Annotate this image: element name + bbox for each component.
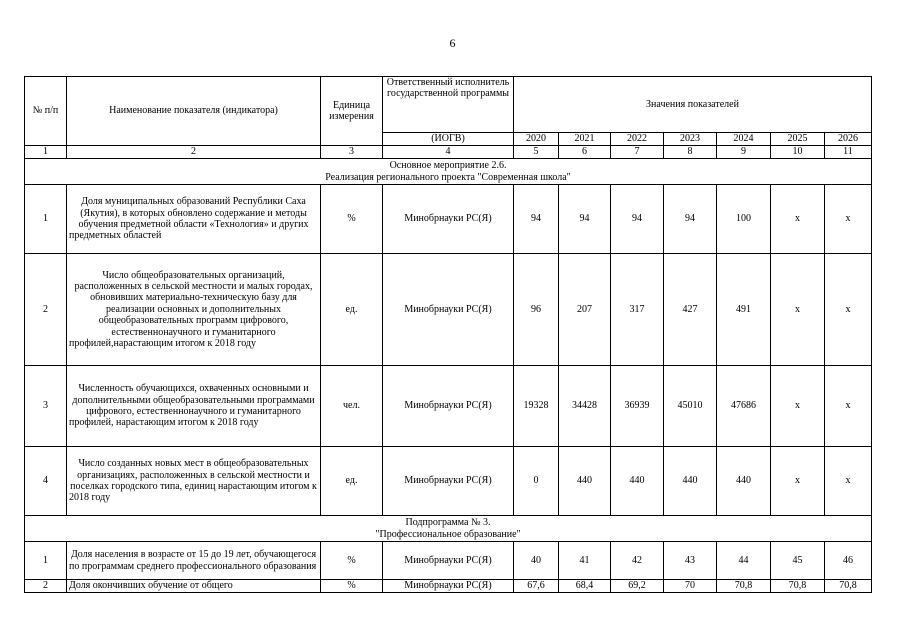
row-name: Численность обучающихся, охваченных основными и дополнительными общеобразовательными программами цифрового, естественнонаучного и гуманитарного профилей, нарастающим итогом к 2018 году bbox=[67, 366, 321, 447]
row-value: x bbox=[771, 447, 825, 516]
row-value: 440 bbox=[717, 447, 771, 516]
row-value: 427 bbox=[664, 254, 717, 366]
row-value: 70,8 bbox=[825, 580, 872, 593]
header-year: 2020 bbox=[514, 133, 559, 146]
row-value: 70,8 bbox=[717, 580, 771, 593]
row-value: 94 bbox=[611, 185, 664, 254]
row-value: 70 bbox=[664, 580, 717, 593]
header-year: 2021 bbox=[559, 133, 611, 146]
table-row bbox=[25, 254, 872, 366]
row-value: 69,2 bbox=[611, 580, 664, 593]
row-value: 45 bbox=[771, 542, 825, 580]
index-cell: 7 bbox=[611, 146, 664, 159]
section-title bbox=[25, 159, 872, 185]
header-name: Наименование показателя (индикатора) bbox=[67, 77, 321, 146]
table-row bbox=[25, 185, 872, 254]
row-value: 491 bbox=[717, 254, 771, 366]
row-unit: % bbox=[321, 542, 383, 580]
row-value: 440 bbox=[611, 447, 664, 516]
header-values: Значения показателей bbox=[514, 77, 872, 133]
row-value: 0 bbox=[514, 447, 559, 516]
row-unit: % bbox=[321, 580, 383, 593]
row-value: 40 bbox=[514, 542, 559, 580]
row-value: x bbox=[771, 185, 825, 254]
row-exec: Минобрнауки РС(Я) bbox=[383, 542, 514, 580]
index-cell: 8 bbox=[664, 146, 717, 159]
row-exec: Минобрнауки РС(Я) bbox=[383, 580, 514, 593]
row-num: 1 bbox=[25, 185, 67, 254]
row-value: 44 bbox=[717, 542, 771, 580]
row-exec: Минобрнауки РС(Я) bbox=[383, 447, 514, 516]
header-year: 2023 bbox=[664, 133, 717, 146]
section-title-line1: Подпрограмма № 3. bbox=[405, 517, 491, 529]
header-num: № п/п bbox=[25, 77, 67, 146]
row-name: Число созданных новых мест в общеобразовательных организациях, расположенных в сельской местности и поселках городского типа, единиц нарастающим итогом к 2018 году bbox=[67, 447, 321, 516]
section-title-line2: "Профессиональное образование" bbox=[375, 528, 521, 540]
row-value: 94 bbox=[559, 185, 611, 254]
row-unit: ед. bbox=[321, 254, 383, 366]
table-row bbox=[25, 447, 872, 516]
index-cell: 3 bbox=[321, 146, 383, 159]
row-value: 45010 bbox=[664, 366, 717, 447]
row-unit: % bbox=[321, 185, 383, 254]
row-value: x bbox=[825, 185, 872, 254]
row-value: 440 bbox=[664, 447, 717, 516]
row-unit: чел. bbox=[321, 366, 383, 447]
row-value: 41 bbox=[559, 542, 611, 580]
row-value: 46 bbox=[825, 542, 872, 580]
row-value: 100 bbox=[717, 185, 771, 254]
row-name: Доля населения в возрасте от 15 до 19 лет, обучающегося по программам среднего профессионального образования bbox=[67, 542, 321, 580]
section-title-row bbox=[25, 159, 872, 185]
row-value: 68,4 bbox=[559, 580, 611, 593]
row-name: Число общеобразовательных организаций, расположенных в сельской местности и малых городах, обновивших материально-техническую базу для реализации основных и дополнительных общеобразовательных программ цифрового, естественнонаучного и гуманитарного профилей,нарастающим итогом к 2018 году bbox=[67, 254, 321, 366]
row-value: x bbox=[771, 254, 825, 366]
page-number: 6 bbox=[449, 36, 456, 50]
row-value: x bbox=[825, 447, 872, 516]
row-num: 2 bbox=[25, 254, 67, 366]
row-value: 70,8 bbox=[771, 580, 825, 593]
index-cell: 9 bbox=[717, 146, 771, 159]
row-value: x bbox=[825, 254, 872, 366]
row-value: 42 bbox=[611, 542, 664, 580]
index-cell: 1 bbox=[25, 146, 67, 159]
row-exec: Минобрнауки РС(Я) bbox=[383, 254, 514, 366]
row-value: 94 bbox=[514, 185, 559, 254]
row-value: 34428 bbox=[559, 366, 611, 447]
row-value: 43 bbox=[664, 542, 717, 580]
index-row bbox=[25, 146, 872, 159]
table-row bbox=[25, 580, 872, 593]
header-year: 2026 bbox=[825, 133, 872, 146]
row-value: x bbox=[771, 366, 825, 447]
header-year: 2025 bbox=[771, 133, 825, 146]
table-row bbox=[25, 366, 872, 447]
indicators-table bbox=[24, 76, 872, 593]
row-name: Доля муниципальных образований Республики Саха (Якутия), в которых обновлено содержание и методы обучения предметной области «Технология» и других предметных областей bbox=[67, 185, 321, 254]
index-cell: 10 bbox=[771, 146, 825, 159]
row-value: 36939 bbox=[611, 366, 664, 447]
index-cell: 11 bbox=[825, 146, 872, 159]
row-value: 96 bbox=[514, 254, 559, 366]
row-value: 19328 bbox=[514, 366, 559, 447]
row-value: 47686 bbox=[717, 366, 771, 447]
table-row bbox=[25, 542, 872, 580]
header-exec: Ответственный исполнитель государственной программы bbox=[383, 77, 514, 133]
header-exec-short: (ИОГВ) bbox=[383, 133, 514, 146]
index-cell: 5 bbox=[514, 146, 559, 159]
section-title-line2: Реализация регионального проекта "Современная школа" bbox=[325, 171, 571, 183]
row-value: x bbox=[825, 366, 872, 447]
row-value: 440 bbox=[559, 447, 611, 516]
row-exec: Минобрнауки РС(Я) bbox=[383, 366, 514, 447]
row-name: Доля окончивших обучение от общего bbox=[67, 580, 321, 593]
header-row bbox=[25, 77, 872, 133]
index-cell: 6 bbox=[559, 146, 611, 159]
index-cell: 4 bbox=[383, 146, 514, 159]
row-unit: ед. bbox=[321, 447, 383, 516]
row-num: 1 bbox=[25, 542, 67, 580]
row-value: 67,6 bbox=[514, 580, 559, 593]
row-value: 317 bbox=[611, 254, 664, 366]
row-value: 94 bbox=[664, 185, 717, 254]
row-num: 4 bbox=[25, 447, 67, 516]
section-title-row bbox=[25, 516, 872, 542]
index-cell: 2 bbox=[67, 146, 321, 159]
header-unit: Единица измерения bbox=[321, 77, 383, 146]
section-title bbox=[25, 516, 872, 542]
row-value: 207 bbox=[559, 254, 611, 366]
row-exec: Минобрнауки РС(Я) bbox=[383, 185, 514, 254]
row-num: 2 bbox=[25, 580, 67, 593]
header-year: 2024 bbox=[717, 133, 771, 146]
row-num: 3 bbox=[25, 366, 67, 447]
section-title-line1: Основное мероприятие 2.6. bbox=[389, 160, 507, 172]
header-year: 2022 bbox=[611, 133, 664, 146]
